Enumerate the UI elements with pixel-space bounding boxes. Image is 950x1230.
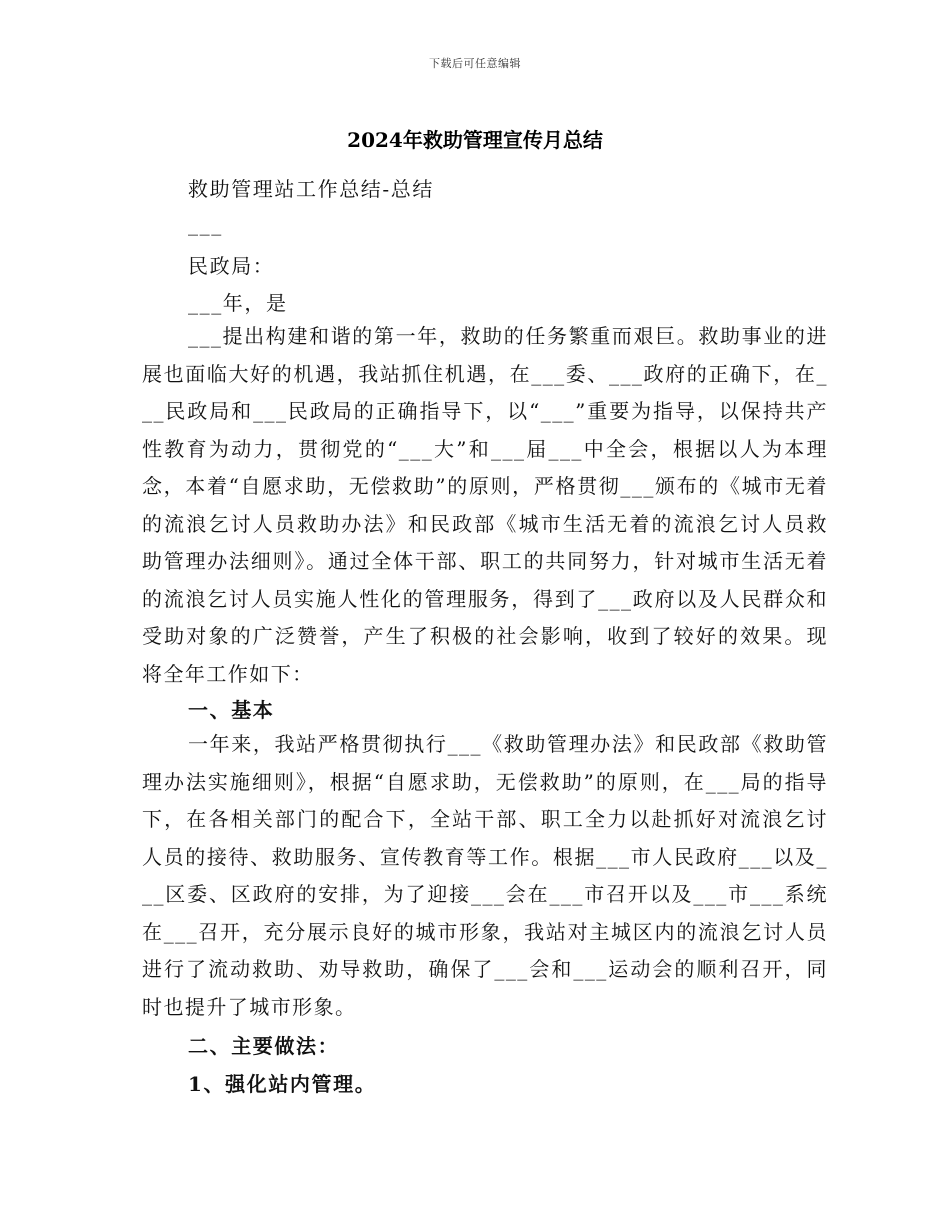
subsection-heading-management: 1、强化站内管理。 <box>188 1072 377 1096</box>
basic-paragraph: 一年来，我站严格贯彻执行___《救助管理办法》和民政部《救助管理办法实施细则》，根据“自愿求助，无偿救助”的原则，在___局的指导下，在各相关部门的配合下，全站干部、职工全力以赴抓好对流浪乞讨人员的接待、救助服务、宣传教育等工作。根据___市人民政府___以及___区委、区政府的安排，为了迎接___会在___市召开以及___市___系统在___召开，充分展示良好的城市形象，我站对主城区内的流浪乞讨人员进行了流动救助、劝导救助，确保了___会和___运动会的顺利召开，同时也提升了城市形象。 <box>142 732 828 1019</box>
addressee-line: 民政局： <box>188 254 275 278</box>
section-heading-basic: 一、基本 <box>188 698 275 722</box>
document-title: 2024年救助管理宣传月总结 <box>347 128 603 152</box>
subtitle-line: 救助管理站工作总结-总结 <box>188 177 434 201</box>
blank-line: ___ <box>188 212 223 236</box>
year-line: ___年，是 <box>188 291 288 315</box>
header-note: 下载后可任意编辑 <box>429 57 521 70</box>
section-heading-methods: 二、主要做法： <box>188 1034 340 1058</box>
intro-paragraph: ___提出构建和谐的第一年，救助的任务繁重而艰巨。救助事业的进展也面临大好的机遇，我站抓住机遇，在___委、___政府的正确下，在___民政局和___民政局的正确指导下，以“___”重要为指导，以保持共产性教育为动力，贯彻党的“___大”和___届___中全会，根据以人为本理念，本着“自愿求助，无偿救助”的原则，严格贯彻___颁布的《城市无着的流浪乞讨人员救助办法》和民政部《城市生活无着的流浪乞讨人员救助管理办法细则》。通过全体干部、职工的共同努力，针对城市生活无着的流浪乞讨人员实施人性化的管理服务，得到了___政府以及人民群众和受助对象的广泛赞誉，产生了积极的社会影响，收到了较好的效果。现将全年工作如下： <box>142 324 828 686</box>
